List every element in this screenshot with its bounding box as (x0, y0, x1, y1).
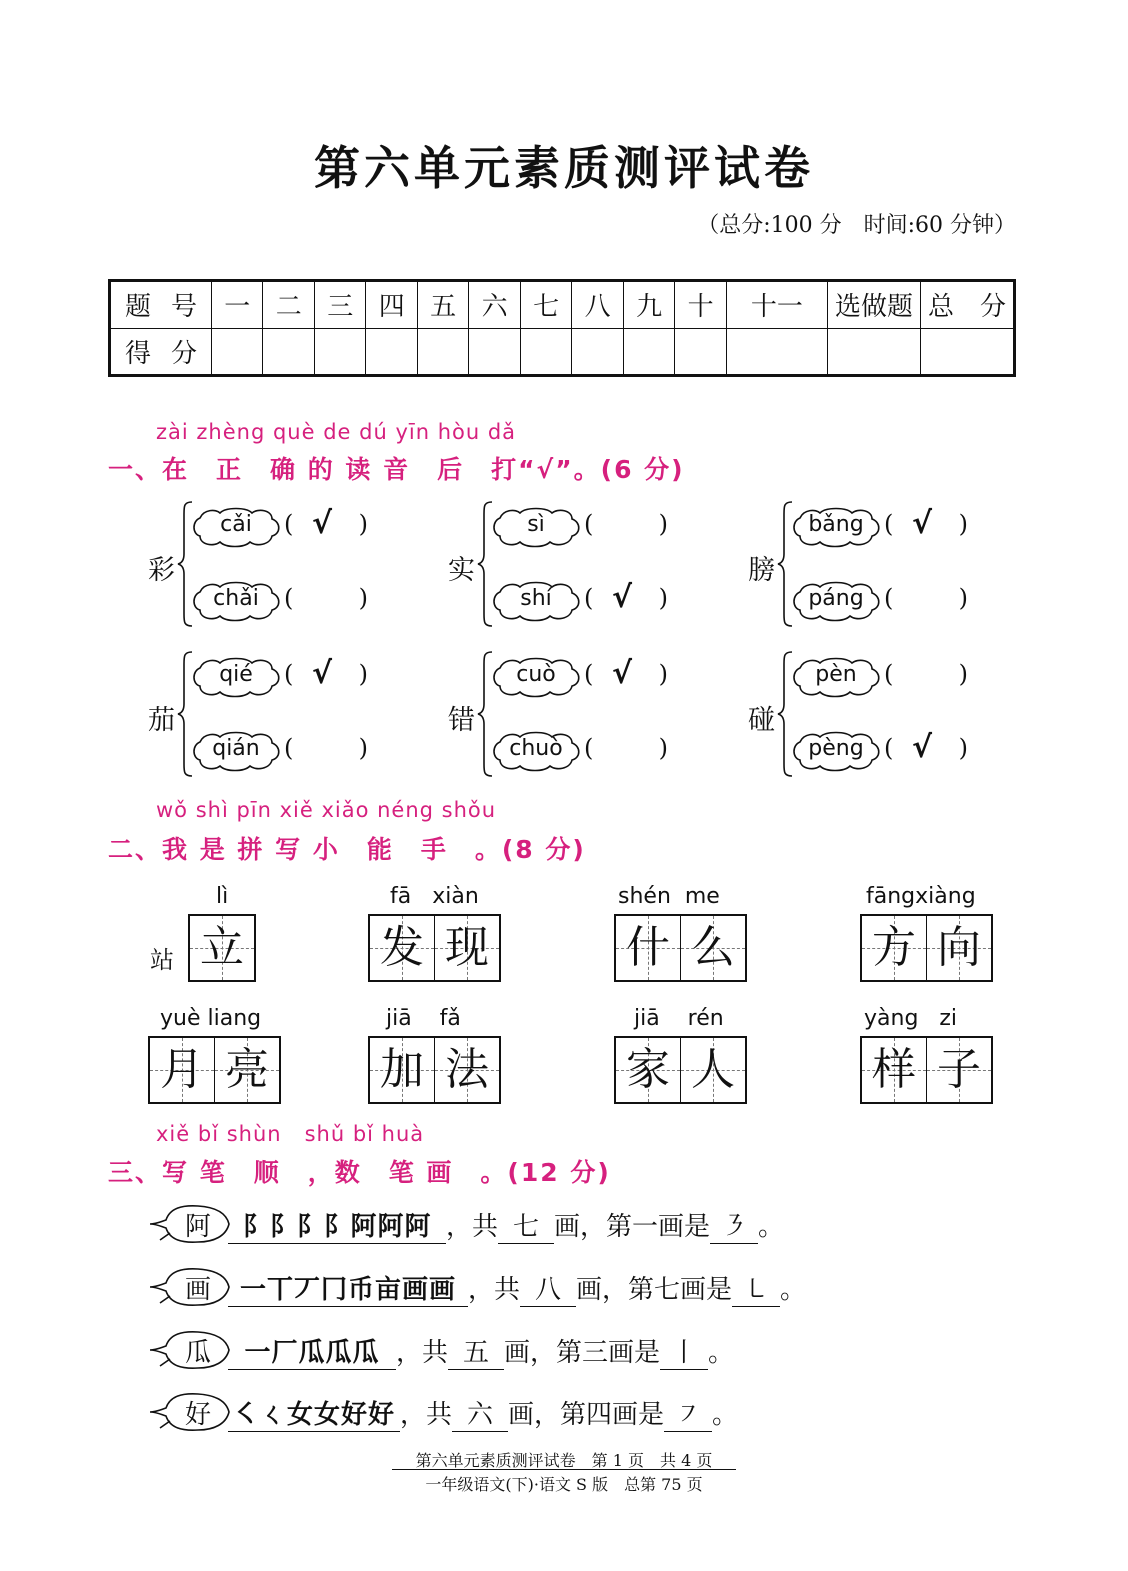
leaf-character: 阿 (184, 1212, 211, 1242)
pinyin-option[interactable] (190, 580, 420, 622)
left-paren: ( (584, 510, 594, 538)
left-paren: ( (884, 510, 894, 538)
footer-divider (392, 1469, 736, 1470)
option-pinyin: chǎi (213, 586, 259, 611)
word-pinyin: shén me (618, 884, 720, 909)
stroke-count[interactable]: 八 (520, 1269, 576, 1307)
text-gong: ，共 (400, 1400, 453, 1430)
written-character: 发 (380, 922, 424, 973)
left-paren: ( (284, 734, 294, 762)
written-character: 什 (626, 922, 670, 973)
written-character: 立 (200, 922, 244, 973)
written-character: 亮 (225, 1044, 269, 1095)
grid-cell[interactable] (370, 916, 434, 980)
score-cell[interactable] (212, 328, 263, 376)
option-pinyin: sì (527, 512, 545, 537)
pinyin-option[interactable] (490, 506, 720, 548)
score-value-row (110, 328, 1015, 376)
score-col: 九 (623, 281, 674, 329)
score-col: 四 (366, 281, 417, 329)
leaf-character: 瓜 (184, 1338, 211, 1368)
text-gong: ，共 (468, 1275, 521, 1305)
item-character: 茄 (148, 705, 175, 736)
grid-cell[interactable] (370, 1038, 434, 1102)
right-paren: ) (958, 584, 968, 612)
text-hua: 画， (576, 1275, 629, 1305)
score-col: 二 (263, 281, 314, 329)
grid-cell[interactable] (616, 1038, 680, 1102)
option-pinyin: cuò (516, 662, 556, 687)
grid-cell[interactable] (616, 916, 680, 980)
right-paren: ) (958, 734, 968, 762)
stroke-order-row (148, 1390, 908, 1436)
word-pinyin: yuè liang (160, 1006, 262, 1031)
stroke-answer[interactable]: ㇇ (664, 1394, 712, 1432)
option-pinyin: pèng (808, 736, 864, 761)
right-paren: ) (658, 734, 668, 762)
writing-grid[interactable] (368, 1036, 501, 1104)
stroke-order-line (228, 1269, 806, 1307)
stroke-count[interactable]: 六 (452, 1394, 508, 1432)
score-cell[interactable] (921, 328, 1015, 376)
item-character: 碰 (748, 705, 775, 736)
right-paren: ) (658, 660, 668, 688)
left-paren: ( (884, 660, 894, 688)
written-character: 方 (872, 922, 916, 973)
page-title: 第六单元素质测评试卷 (314, 141, 814, 195)
pronunciation-item (748, 648, 1008, 780)
score-row2-label: 得分 (110, 328, 212, 376)
stroke-answer[interactable]: 丨 (660, 1332, 708, 1370)
stroke-order-row (148, 1328, 908, 1374)
grid-cell[interactable] (434, 1038, 499, 1102)
stroke-sequence[interactable]: 一丅丆冂币亩画画 (228, 1269, 468, 1307)
grid-cell[interactable] (862, 1038, 926, 1102)
grid-cell[interactable] (862, 916, 926, 980)
grid-cell[interactable] (926, 916, 991, 980)
text-gong: ，共 (396, 1338, 449, 1368)
stroke-answer[interactable]: ㇋ (710, 1206, 758, 1244)
score-cell[interactable] (263, 328, 314, 376)
score-cell[interactable] (366, 328, 417, 376)
text-hua: 画， (554, 1212, 607, 1242)
word-pinyin: fāngxiàng (866, 884, 976, 909)
stroke-order-row (148, 1202, 908, 1248)
option-pinyin: qié (219, 662, 253, 687)
score-col: 总 分 (921, 281, 1015, 329)
grid-cell[interactable] (434, 916, 499, 980)
writing-grid[interactable] (614, 1036, 747, 1104)
pronunciation-item (448, 498, 708, 630)
pinyin-option[interactable] (790, 580, 1020, 622)
right-paren: ) (958, 660, 968, 688)
stroke-answer[interactable]: ㇄ (732, 1269, 780, 1307)
stroke-order-line (228, 1332, 734, 1370)
item-character: 膀 (748, 555, 775, 586)
stroke-order-row (148, 1265, 908, 1311)
right-paren: ) (358, 510, 368, 538)
text-end: 。 (712, 1400, 739, 1430)
word-pinyin: jiā rén (634, 1006, 724, 1031)
text-end: 。 (780, 1275, 807, 1305)
leaf-character: 画 (184, 1275, 211, 1305)
score-table (108, 279, 1016, 377)
score-cell[interactable] (520, 328, 571, 376)
score-cell[interactable] (417, 328, 468, 376)
left-paren: ( (284, 584, 294, 612)
written-character: 法 (445, 1044, 489, 1095)
written-character: 加 (380, 1044, 424, 1095)
score-col: 七 (520, 281, 571, 329)
text-end: 。 (708, 1338, 735, 1368)
score-col: 三 (314, 281, 365, 329)
written-character: 么 (691, 922, 735, 973)
option-pinyin: qián (212, 736, 260, 761)
option-pinyin: chuò (509, 736, 563, 761)
text-gong: ，共 (446, 1212, 499, 1242)
written-character: 人 (691, 1044, 735, 1095)
stroke-sequence[interactable]: ㇛ㄑ女女好好 (228, 1394, 400, 1432)
score-col: 一 (212, 281, 263, 329)
stroke-question: 第七画是 (628, 1275, 733, 1305)
pinyin-option[interactable] (190, 656, 420, 698)
writing-grid[interactable] (188, 914, 256, 982)
section3-pinyin: xiě bǐ shùn shǔ bǐ huà (156, 1122, 425, 1146)
score-col: 十一 (726, 281, 827, 329)
exam-meta: （总分:100 分 时间:60 分钟） (697, 213, 1016, 238)
option-pinyin: shí (520, 586, 552, 611)
text-end: 。 (758, 1212, 785, 1242)
left-paren: ( (284, 660, 294, 688)
writing-grid[interactable] (148, 1036, 281, 1104)
stroke-question: 第四画是 (560, 1400, 665, 1430)
score-cell[interactable] (314, 328, 365, 376)
option-pinyin: pèn (815, 662, 857, 687)
score-col: 八 (572, 281, 623, 329)
right-paren: ) (358, 734, 368, 762)
score-cell[interactable] (469, 328, 520, 376)
score-col: 十 (675, 281, 726, 329)
writing-grid[interactable] (860, 914, 993, 982)
pinyin-option[interactable] (190, 506, 420, 548)
right-paren: ) (658, 510, 668, 538)
stroke-count[interactable]: 五 (448, 1332, 504, 1370)
grid-cell[interactable] (190, 916, 254, 980)
right-paren: ) (958, 510, 968, 538)
footer-line2: 一年级语文(下)·语文 S 版 总第 75 页 (425, 1475, 703, 1494)
left-paren: ( (884, 734, 894, 762)
written-character: 向 (937, 922, 981, 973)
written-character: 子 (937, 1044, 981, 1095)
score-cell[interactable] (828, 328, 921, 376)
pinyin-option[interactable] (790, 506, 1020, 548)
stroke-question: 第三画是 (556, 1338, 661, 1368)
right-paren: ) (358, 660, 368, 688)
grid-cell[interactable] (150, 1038, 214, 1102)
grid-cell[interactable] (214, 1038, 279, 1102)
pinyin-option[interactable] (490, 656, 720, 698)
text-hua: 画， (508, 1400, 561, 1430)
grid-cell[interactable] (680, 1038, 745, 1102)
stroke-sequence[interactable]: 一厂瓜瓜瓜 (228, 1332, 396, 1370)
left-paren: ( (584, 584, 594, 612)
left-paren: ( (584, 734, 594, 762)
check-mark: √ (612, 656, 633, 691)
score-col: 选做题 (828, 281, 921, 329)
check-mark: √ (912, 506, 933, 541)
score-cell[interactable] (675, 328, 726, 376)
score-cell[interactable] (623, 328, 674, 376)
check-mark: √ (912, 730, 933, 765)
pronunciation-item (148, 498, 408, 630)
word-pinyin: yàng zi (864, 1006, 958, 1031)
footer-line1: 第六单元素质测评试卷 第 1 页 共 4 页 (415, 1451, 713, 1470)
section3-heading: 三、写 笔 顺 ，数 笔 画 。(12 分) (108, 1158, 611, 1187)
stroke-order-line (228, 1206, 784, 1244)
stroke-count[interactable]: 七 (498, 1206, 554, 1244)
section2-heading: 二、我 是 拼 写 小 能 手 。(8 分) (108, 835, 586, 864)
grid-cell[interactable] (680, 916, 745, 980)
pronunciation-item (448, 648, 708, 780)
pinyin-option[interactable] (790, 730, 1020, 772)
stroke-question: 第一画是 (606, 1212, 711, 1242)
writing-grid[interactable] (614, 914, 747, 982)
text-hua: 画， (504, 1338, 557, 1368)
pinyin-option[interactable] (490, 730, 720, 772)
leaf-character: 好 (184, 1400, 211, 1430)
score-row1-label: 题号 (110, 281, 212, 329)
score-header-row (110, 281, 1015, 329)
pinyin-option[interactable] (190, 730, 420, 772)
left-paren: ( (584, 660, 594, 688)
item-character: 错 (448, 705, 475, 736)
writing-grid[interactable] (860, 1036, 993, 1104)
stroke-sequence[interactable]: 阝阝阝阝阿阿阿 (228, 1206, 446, 1244)
pinyin-option[interactable] (790, 656, 1020, 698)
section2-pinyin: wǒ shì pīn xiě xiǎo néng shǒu (156, 798, 497, 822)
pinyin-option[interactable] (490, 580, 720, 622)
check-mark: √ (312, 506, 333, 541)
grid-cell[interactable] (926, 1038, 991, 1102)
written-character: 样 (872, 1044, 916, 1095)
right-paren: ) (358, 584, 368, 612)
option-pinyin: bǎng (808, 512, 864, 537)
word-prefix: 站 (150, 946, 174, 974)
section1-pinyin: zài zhèng què de dú yīn hòu dǎ (156, 420, 517, 444)
score-col: 六 (469, 281, 520, 329)
score-cell[interactable] (726, 328, 827, 376)
word-pinyin: jiā fǎ (386, 1006, 461, 1031)
item-character: 实 (448, 555, 475, 586)
written-character: 家 (626, 1044, 670, 1095)
right-paren: ) (658, 584, 668, 612)
section1-heading: 一、在 正 确 的 读 音 后 打“√”。(6 分) (108, 455, 685, 484)
left-paren: ( (284, 510, 294, 538)
writing-grid[interactable] (368, 914, 501, 982)
option-pinyin: páng (808, 586, 864, 611)
word-pinyin: fā xiàn (390, 884, 479, 909)
written-character: 月 (160, 1044, 204, 1095)
score-col: 五 (417, 281, 468, 329)
score-cell[interactable] (572, 328, 623, 376)
check-mark: √ (312, 656, 333, 691)
stroke-order-line (228, 1394, 738, 1432)
pronunciation-item (748, 498, 1008, 630)
option-pinyin: cǎi (220, 512, 252, 537)
left-paren: ( (884, 584, 894, 612)
word-pinyin: lì (216, 884, 229, 909)
written-character: 现 (445, 922, 489, 973)
item-character: 彩 (148, 555, 175, 586)
pronunciation-item (148, 648, 408, 780)
check-mark: √ (612, 580, 633, 615)
